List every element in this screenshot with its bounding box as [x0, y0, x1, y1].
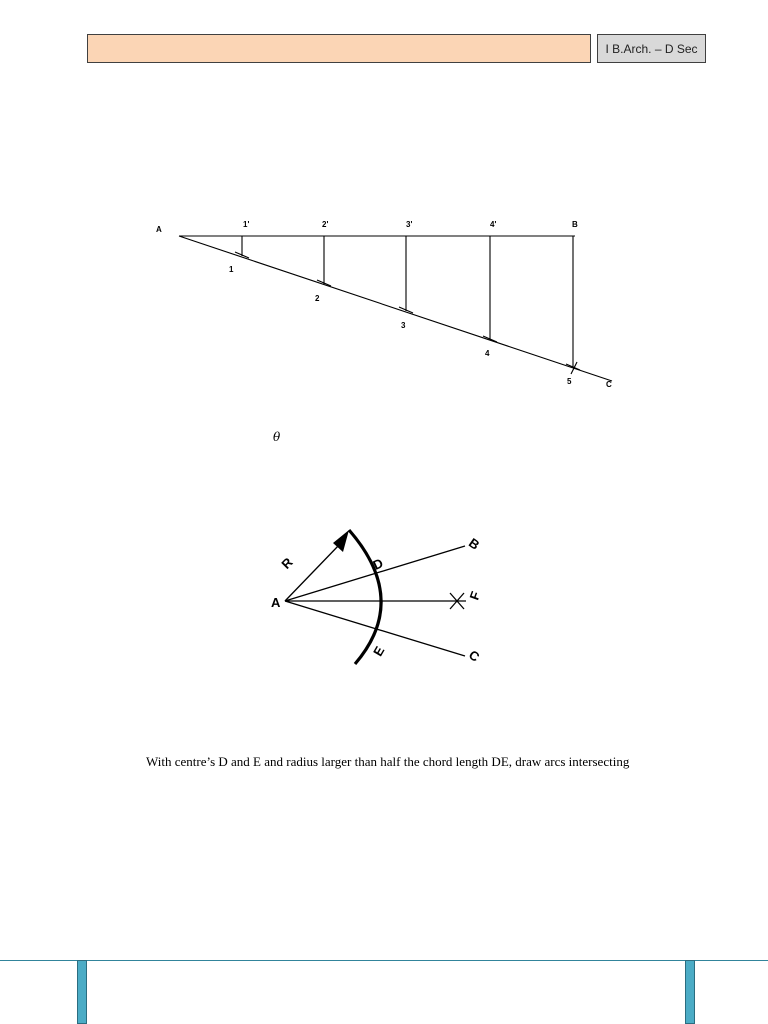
- label-F: F: [466, 589, 484, 603]
- label-B: B: [466, 535, 483, 553]
- label-C: C: [606, 380, 612, 389]
- label-R: R: [278, 554, 296, 572]
- label-1-prime: 1': [243, 220, 250, 229]
- label-2: 2: [315, 294, 320, 303]
- label-D: D: [370, 555, 386, 573]
- header-bar: [87, 34, 591, 63]
- theta-symbol: θ: [273, 430, 281, 444]
- label-A: A: [271, 595, 281, 610]
- label-1: 1: [229, 265, 234, 274]
- footer-rule: [0, 960, 768, 961]
- label-2-prime: 2': [322, 220, 329, 229]
- angle-bisector-diagram: [0, 520, 768, 680]
- label-E: E: [370, 643, 388, 659]
- header-course-tag: I B.Arch. – D Sec: [597, 34, 706, 63]
- arc-DE: [349, 530, 381, 664]
- label-B: B: [572, 220, 578, 229]
- label-C: C: [466, 647, 483, 665]
- line-AC: [179, 236, 612, 381]
- label-3-prime: 3': [406, 220, 413, 229]
- label-3: 3: [401, 321, 406, 330]
- label-A: A: [156, 225, 162, 234]
- footer-right-post: [685, 960, 695, 1024]
- footer-left-post: [77, 960, 87, 1024]
- line-division-diagram: [0, 200, 768, 400]
- label-4-prime: 4': [490, 220, 497, 229]
- label-5: 5: [567, 377, 572, 386]
- label-4: 4: [485, 349, 490, 358]
- construction-step-text: With centre’s D and E and radius larger than half the chord length DE, draw arcs intersecting: [146, 754, 630, 769]
